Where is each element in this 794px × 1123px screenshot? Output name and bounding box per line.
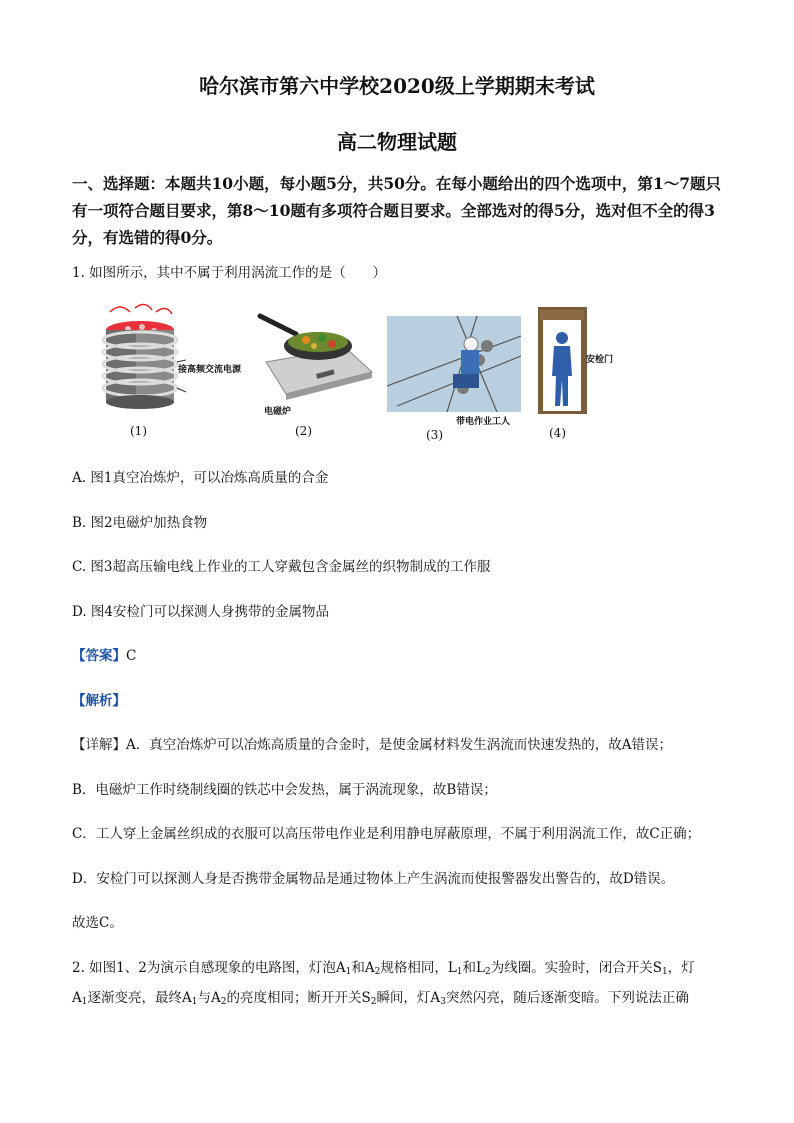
- answer-tag: 【答案】: [72, 648, 126, 664]
- detail-text-a: A．真空冶炼炉可以冶炼高质量的合金时，是使金属材料发生涡流而快速发热的，故A错误；: [126, 737, 672, 753]
- detail-tag: 【详解】: [72, 737, 126, 753]
- figure-3-live-line-worker: [387, 316, 521, 412]
- figure-1-furnace: [90, 302, 190, 412]
- figure-4-caption: (4): [549, 426, 566, 440]
- exam-subtitle: 高二物理试题: [337, 130, 457, 154]
- figure-4-label: 安检门: [586, 355, 614, 365]
- analysis-line: [72, 690, 732, 712]
- figure-2-label: 电磁炉: [264, 407, 292, 417]
- option-c: C. 图3超高压输电线上作业的工人穿戴包含金属丝的织物制成的工作服: [72, 559, 491, 575]
- detail-line-b: B．电磁炉工作时绕制线圈的铁芯中会发热，属于涡流现象，故B错误；: [72, 782, 497, 798]
- figure-2-caption: (2): [295, 424, 312, 438]
- detail-line-a: [72, 734, 732, 756]
- answer-value: C: [126, 648, 137, 664]
- figure-3-label: 带电作业工人: [456, 417, 511, 427]
- figure-3-caption: (3): [426, 428, 443, 442]
- option-d: D. 图4安检门可以探测人身携带的金属物品: [72, 604, 330, 620]
- option-b: B. 图2电磁炉加热食物: [72, 515, 208, 531]
- figure-1-caption: (1): [130, 424, 147, 438]
- section-instructions: 一、选择题：本题共10小题，每小题5分，共50分。在每小题给出的四个选项中，第1～7题只有一项符合题目要求，第8～10题有多项符合题目要求。全部选对的得5分，选对但不全的得3分，有选错的得0分。: [72, 174, 721, 247]
- exam-title: 哈尔滨市第六中学校2020级上学期期末考试: [199, 74, 595, 98]
- question-1-figures: [86, 302, 726, 444]
- answer-line: [72, 645, 732, 667]
- conclusion-line: 故选C。: [72, 915, 123, 931]
- question-1-stem: 1. 如图所示，其中不属于利用涡流工作的是（ ）: [72, 265, 387, 281]
- question-2-line-2: $A_1$逐渐变亮，最终$A_1$与$A_2$的亮度相同；断开开关$S_2$瞬间，灯$A_3$突然闪亮，随后逐渐变暗。下列说法正确: [72, 990, 689, 1007]
- figure-1-label: 接高频交流电源: [178, 365, 242, 375]
- question-2-line-1: 2. 如图1、2为演示自感现象的电路图，灯泡$A_1$和$A_2$规格相同，$L_1$和$L_2$为线圈。实验时，闭合开关$S_1$，灯: [72, 960, 695, 977]
- figure-2-induction-cooker: [256, 302, 374, 402]
- detail-line-c: C．工人穿上金属丝织成的衣服可以高压带电作业是利用静电屏蔽原理，不属于利用涡流工作，故C正确；: [72, 826, 701, 842]
- detail-line-d: D．安检门可以探测人身是否携带金属物品是通过物体上产生涡流而使报警器发出警告的，故D错误。: [72, 871, 675, 887]
- option-a: A. 图1真空冶炼炉，可以冶炼高质量的合金: [72, 470, 329, 486]
- analysis-tag: 【解析】: [72, 693, 126, 709]
